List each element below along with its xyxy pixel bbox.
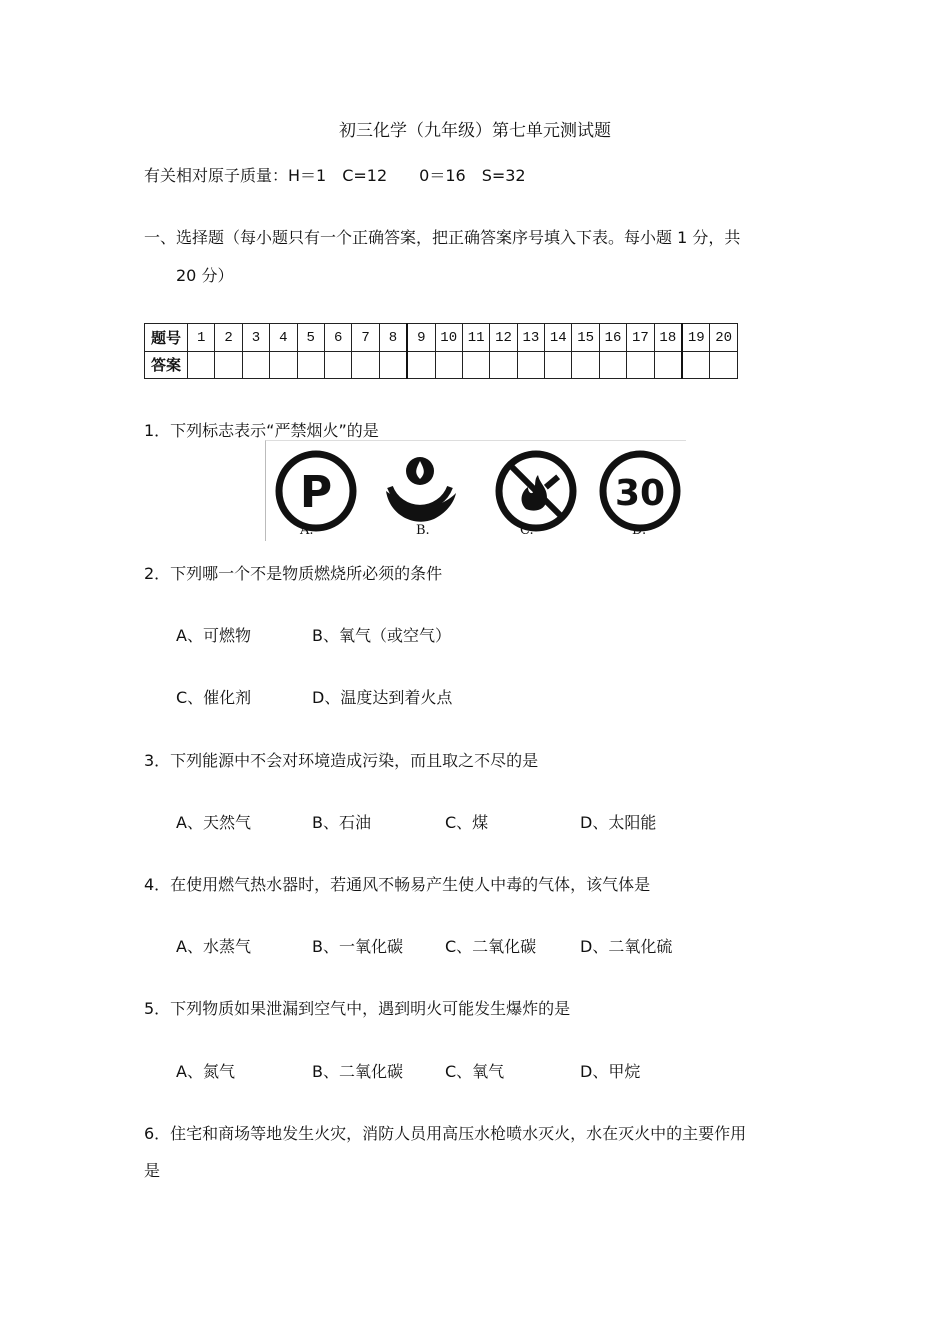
question-4-stem: 4．在使用燃气热水器时，若通风不畅易产生使人中毒的气体，该气体是 [144, 875, 651, 894]
question-number-cell: 1 [188, 324, 215, 352]
water-saving-sign-icon [376, 447, 464, 535]
answer-cell[interactable] [435, 352, 462, 379]
answer-cell[interactable] [517, 352, 544, 379]
question-2-option-a: A、可燃物 [176, 626, 251, 645]
answer-table-number-row [145, 324, 738, 352]
answer-cell[interactable] [627, 352, 654, 379]
answer-cell[interactable] [407, 352, 435, 379]
option-label-d: D. [632, 523, 647, 538]
answer-table-row-label: 答案 [145, 352, 188, 379]
parking-letter: P [299, 467, 333, 518]
section-heading-line1: 一、选择题（每小题只有一个正确答案，把正确答案序号填入下表。每小题 1 分，共 [144, 228, 741, 247]
question-number-cell: 4 [270, 324, 297, 352]
question-number-cell: 13 [517, 324, 544, 352]
question-3-stem: 3．下列能源中不会对环境造成污染，而且取之不尽的是 [144, 751, 539, 770]
no-fire-sign-icon [492, 447, 580, 535]
question-3-option-b: B、石油 [312, 813, 371, 832]
question-number-cell: 8 [379, 324, 407, 352]
question-1-stem: 1．下列标志表示“严禁烟火”的是 [144, 421, 379, 440]
question-number-cell: 18 [654, 324, 682, 352]
parking-sign-icon [272, 447, 360, 535]
question-number-cell: 16 [599, 324, 626, 352]
answer-cell[interactable] [352, 352, 379, 379]
question-number-cell: 19 [682, 324, 710, 352]
answer-cell[interactable] [324, 352, 351, 379]
question-number-cell: 11 [462, 324, 489, 352]
option-label-c: C. [520, 523, 534, 538]
question-number-cell: 6 [324, 324, 351, 352]
option-label-b: B. [416, 523, 430, 538]
question-number-cell: 20 [710, 324, 737, 352]
atomic-mass-note: 有关相对原子质量：H＝1 C=12 0＝16 S=32 [144, 166, 526, 185]
question-2-stem: 2．下列哪一个不是物质燃烧所必须的条件 [144, 564, 443, 583]
section-heading-line2: 20 分） [176, 266, 234, 285]
answer-cell[interactable] [710, 352, 737, 379]
answer-table-answer-row [145, 352, 738, 379]
question-number-cell: 3 [242, 324, 269, 352]
question-4-option-b: B、一氧化碳 [312, 937, 403, 956]
answer-table [144, 323, 738, 379]
speed-limit-value: 30 [614, 473, 666, 514]
question-3-option-a: A、天然气 [176, 813, 251, 832]
answer-cell[interactable] [297, 352, 324, 379]
speed-limit-30-sign-icon [596, 447, 684, 535]
option-label-a: A. [300, 523, 314, 538]
answer-cell[interactable] [682, 352, 710, 379]
question-2-option-c: C、催化剂 [176, 688, 252, 707]
answer-cell[interactable] [654, 352, 682, 379]
question-5-option-a: A、氮气 [176, 1062, 235, 1081]
question-number-cell: 5 [297, 324, 324, 352]
question-2-option-d: D、温度达到着火点 [312, 688, 453, 707]
question-6-stem-line1: 6．住宅和商场等地发生火灾，消防人员用高压水枪喷水灭火，水在灭火中的主要作用 [144, 1124, 747, 1143]
question-number-cell: 17 [627, 324, 654, 352]
answer-table-row-label: 题号 [145, 324, 188, 352]
answer-cell[interactable] [188, 352, 215, 379]
answer-cell[interactable] [270, 352, 297, 379]
page-title: 初三化学（九年级）第七单元测试题 [339, 121, 611, 141]
question-5-option-b: B、二氧化碳 [312, 1062, 403, 1081]
answer-cell[interactable] [599, 352, 626, 379]
answer-cell[interactable] [572, 352, 599, 379]
answer-cell[interactable] [490, 352, 517, 379]
question-5-option-c: C、氧气 [445, 1062, 505, 1081]
question-5-option-d: D、甲烷 [580, 1062, 641, 1081]
answer-cell[interactable] [242, 352, 269, 379]
question-3-option-c: C、煤 [445, 813, 489, 832]
answer-cell[interactable] [462, 352, 489, 379]
question-number-cell: 12 [490, 324, 517, 352]
question-6-stem-line2: 是 [144, 1161, 161, 1180]
answer-cell[interactable] [379, 352, 407, 379]
question-2-option-b: B、氧气（或空气） [312, 626, 451, 645]
answer-cell[interactable] [545, 352, 572, 379]
question-4-option-c: C、二氧化碳 [445, 937, 537, 956]
sign-figure [265, 440, 686, 541]
question-5-stem: 5．下列物质如果泄漏到空气中，遇到明火可能发生爆炸的是 [144, 999, 571, 1018]
question-number-cell: 9 [407, 324, 435, 352]
question-number-cell: 14 [545, 324, 572, 352]
question-number-cell: 2 [215, 324, 242, 352]
question-3-option-d: D、太阳能 [580, 813, 657, 832]
question-number-cell: 10 [435, 324, 462, 352]
question-4-option-d: D、二氧化硫 [580, 937, 673, 956]
answer-cell[interactable] [215, 352, 242, 379]
question-4-option-a: A、水蒸气 [176, 937, 251, 956]
question-number-cell: 15 [572, 324, 599, 352]
question-number-cell: 7 [352, 324, 379, 352]
